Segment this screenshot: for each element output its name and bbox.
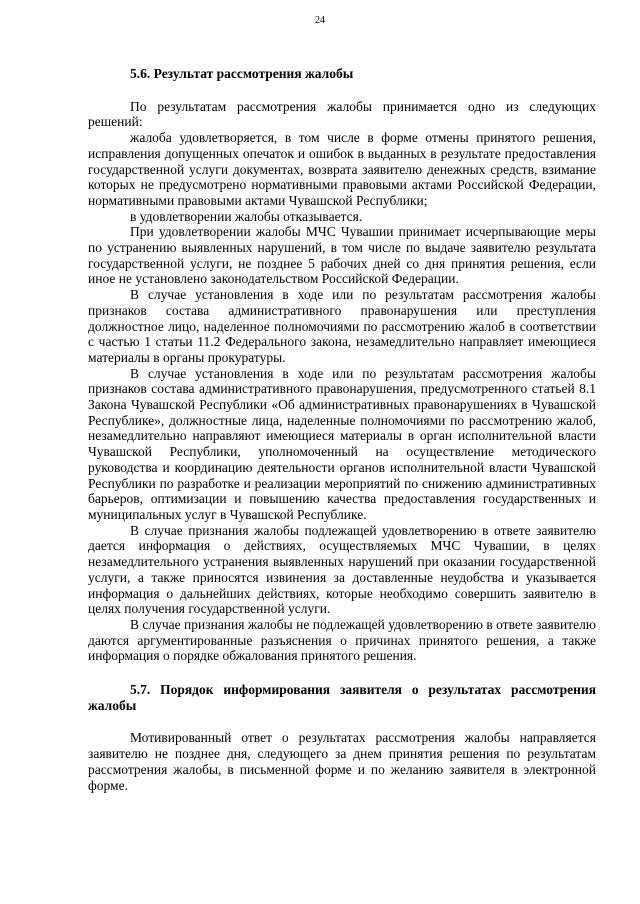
paragraph: жалоба удовлетворяется, в том числе в форме отмены принятого решения, исправления допущенных опечаток и ошибок в выданных в результате предоставления государственной услуги документах, возврата заявителю денежных средств, взимание которых не предусмотрено нормативными правовыми актами Российской Федерации, нормативными правовыми актами Чувашской Республики; <box>88 130 596 208</box>
paragraph: В случае установления в ходе или по результатам рассмотрения жалобы признаков состава административного правонарушения или преступления должностное лицо, наделенное полномочиями по рассмотрению жалоб в соответствии с частью 1 статьи 11.2 Федерального закона, незамедлительно направляет имеющиеся материалы в органы прокуратуры. <box>88 287 596 365</box>
paragraph: В случае признания жалобы не подлежащей удовлетворению в ответе заявителю даются аргументированные разъяснения о причинах принятого решения, а также информация о порядке обжалования принятого решения. <box>88 616 596 664</box>
paragraph: В случае установления в ходе или по результатам рассмотрения жалобы признаков состава административного правонарушения, предусмотренного статьей 8.1 Закона Чувашской Республики «Об административных правонарушениях в Чувашской Республике», должностные лица, наделенные полномочиями по рассмотрению жалоб, незамедлительно направляют имеющиеся материалы в орган исполнительной власти Чувашской Республики, уполномоченный на осуществление методического руководства и координацию деятельности органов исполнительной власти Чувашской Республики по разработке и реализации мероприятий по снижению административных барьеров, оптимизации и повышению качества предоставления государственных и муниципальных услуг в Чувашской Республике. <box>88 365 596 522</box>
paragraph: в удовлетворении жалобы отказывается. <box>130 208 363 224</box>
paragraph: В случае признания жалобы подлежащей удовлетворению в ответе заявителю дается информация о действиях, осуществляемых МЧС Чувашии, в целях незамедлительного устранения выявленных нарушений при оказании государственной услуги, а также приносятся извинения за доставленные неудобства и указывается информация о дальнейших действиях, которые необходимо совершить заявителю в целях получения государственной услуги. <box>88 522 596 617</box>
section-heading-5-7: 5.7. Порядок информирования заявителя о результатах рассмотрения жалобы <box>88 682 596 713</box>
paragraph: По результатам рассмотрения жалобы принимается одно из следующих решений: <box>88 98 596 130</box>
document-body <box>88 66 596 793</box>
paragraph: При удовлетворении жалобы МЧС Чувашии принимает исчерпывающие меры по устранению выявленных нарушений, в том числе по выдаче заявителю результата государственной услуги, не позднее 5 рабочих дней со дня принятия решения, если иное не установлено законодательством Российской Федерации. <box>88 224 596 287</box>
paragraph: Мотивированный ответ о результатах рассмотрения жалобы направляется заявителю не позднее дня, следующего за днем принятия решения по результатам рассмотрения жалобы, в письменной форме и по желанию заявителя в электронной форме. <box>88 730 596 793</box>
page-number: 24 <box>315 15 325 26</box>
section-heading-5-6: 5.6. Результат рассмотрения жалобы <box>130 66 354 81</box>
